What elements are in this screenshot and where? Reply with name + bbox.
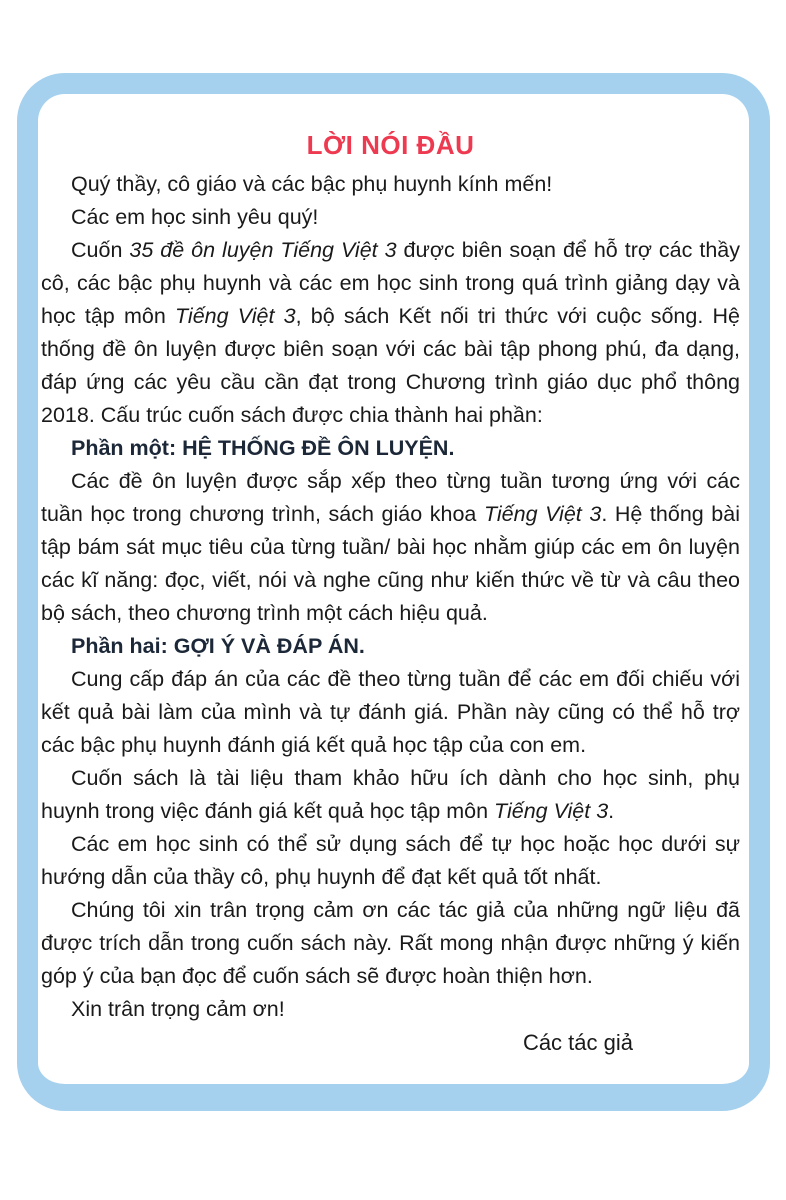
text-run: , bộ sách Kết nối tri thức với cuộc sống. Hệ thống đề ôn luyện được biên soạn với các bài tập phong phú, đa dạng, đáp ứng các yêu cầu cần đạt trong Chương trình giáo dục phổ thông 2018. Cấu trúc cuốn sách được chia thành hai phần: — [41, 304, 741, 427]
page-border-frame — [17, 73, 770, 1111]
text-run: Quý thầy, cô giáo và các bậc phụ huynh kính mến! — [71, 172, 553, 196]
signature: Các tác giả — [522, 1030, 633, 1055]
paragraph — [41, 234, 740, 432]
text-run: được biên soạn để hỗ trợ các thầy cô, các bậc phụ huynh và các em học sinh trong quá trình giảng dạy và học tập môn — [41, 238, 740, 328]
paragraphs — [41, 168, 740, 1026]
text-run: Cuốn — [71, 238, 130, 262]
paragraph — [41, 201, 740, 234]
italic-book-title: 35 đề ôn luyện Tiếng Việt 3 — [129, 238, 397, 262]
paragraph — [41, 894, 740, 993]
text-run: Cung cấp đáp án của các đề theo từng tuần để các em đối chiếu với kết quả bài làm của mình và tự đánh giá. Phần này cũng có thể hỗ trợ các bậc phụ huynh đánh giá kết quả học tập của con em. — [41, 667, 740, 757]
italic-book-title: Tiếng Việt 3 — [483, 502, 602, 526]
text-run: Các đề ôn luyện được sắp xếp theo từng tuần tương ứng với các tuần học trong chương trình, sách giáo khoa — [41, 469, 740, 526]
text-run: Cuốn sách là tài liệu tham khảo hữu ích dành cho học sinh, phụ huynh trong việc đánh giá kết quả học tập môn — [41, 766, 740, 823]
text-run: . — [608, 799, 615, 823]
paragraph — [41, 168, 740, 201]
paragraph — [41, 762, 740, 828]
paragraph — [41, 663, 740, 762]
text-run: . Hệ thống bài tập bám sát mục tiêu của từng tuần/ bài học nhằm giúp các em ôn luyện các kĩ năng: đọc, viết, nói và nghe cũng như kiến thức về từ và câu theo bộ sách, theo chương trình một cách hiệu quả. — [41, 502, 740, 625]
paragraph — [41, 993, 740, 1026]
page-title: LỜI NÓI ĐẦU — [306, 130, 475, 160]
text-run: Các em học sinh yêu quý! — [71, 205, 319, 229]
section-heading — [41, 630, 740, 663]
page-content — [38, 94, 749, 1059]
italic-book-title: Tiếng Việt 3 — [494, 799, 609, 823]
text-run: Phần một: HỆ THỐNG ĐỀ ÔN LUYỆN. — [71, 436, 455, 460]
paragraph — [41, 465, 740, 630]
paragraph — [41, 828, 740, 894]
section-heading — [41, 432, 740, 465]
text-run: Phần hai: GỢI Ý VÀ ĐÁP ÁN. — [71, 634, 365, 658]
text-run: Các em học sinh có thể sử dụng sách để tự học hoặc học dưới sự hướng dẫn của thầy cô, phụ huynh để đạt kết quả tốt nhất. — [41, 832, 740, 889]
italic-book-title: Tiếng Việt 3 — [174, 304, 296, 328]
text-run: Chúng tôi xin trân trọng cảm ơn các tác giả của những ngữ liệu đã được trích dẫn trong cuốn sách này. Rất mong nhận được những ý kiến góp ý của bạn đọc để cuốn sách sẽ được hoàn thiện hơn. — [41, 898, 740, 988]
text-run: Xin trân trọng cảm ơn! — [71, 997, 285, 1021]
